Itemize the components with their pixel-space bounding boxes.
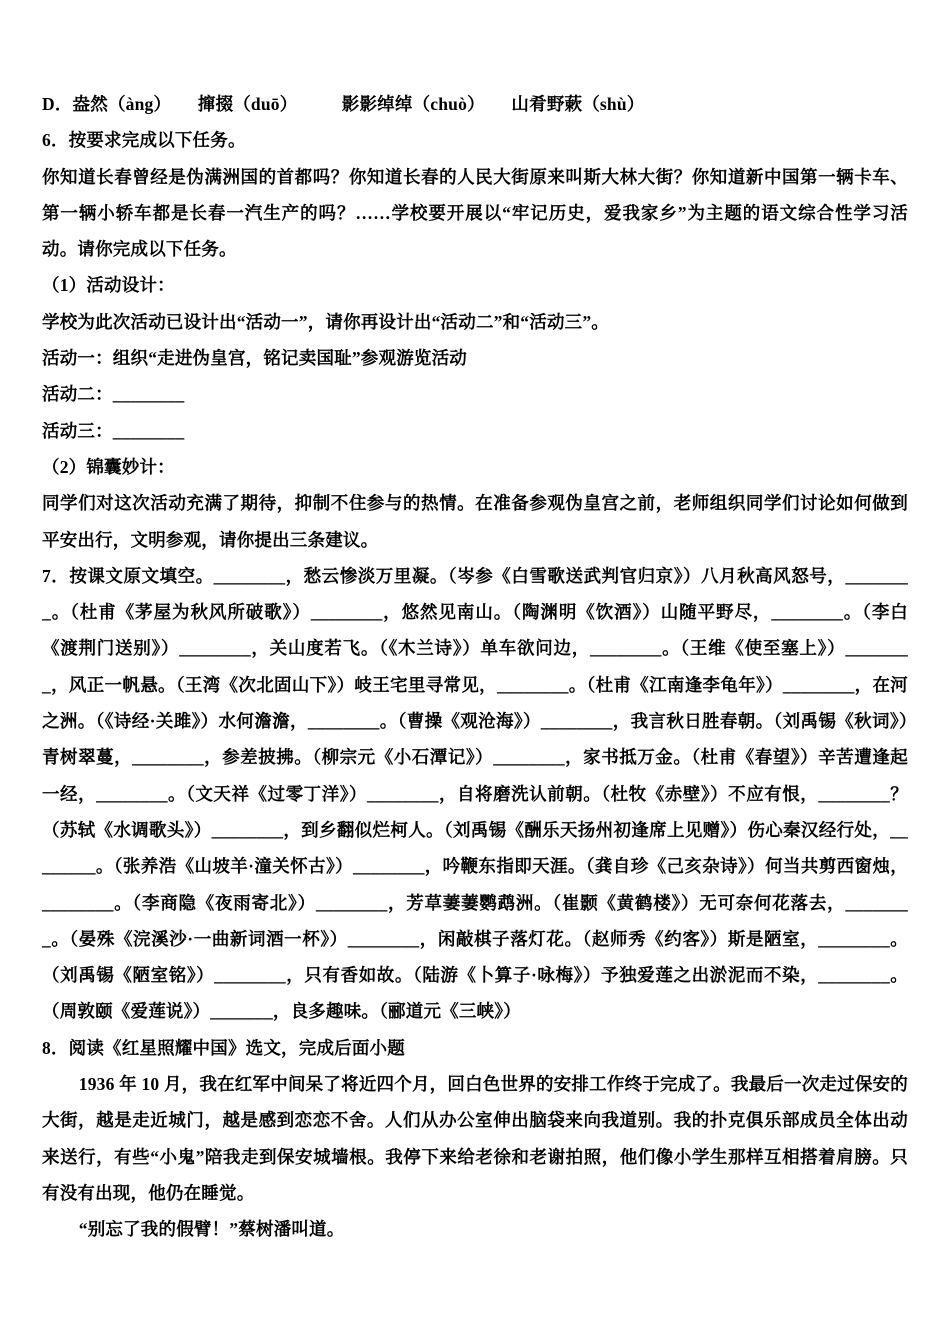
question-6-part1-description: 学校为此次活动已设计出“活动一”，请你再设计出“活动二”和“活动三”。 xyxy=(42,311,609,332)
question-8-excerpt: 1936 年 10 月，我在红军中间呆了将近四个月，回白色世界的安排工作终于完成了。我最后一次走过保安的大街，越是走近城门，越是感到恋恋不舍。人们从办公室伸出脑袋来向我道别。我的扑克俱乐部成员全体出动来送行，有些“小鬼”陪我走到保安城墙根。我停下来给老徐和老谢拍照，他们像小学生那样互相搭着肩膀。只有没有出现，他仍在睡觉。 xyxy=(42,1074,908,1203)
activity-3-blank-line: 活动三：________ xyxy=(42,420,185,441)
question-6-intro: 你知道长春曾经是伪满洲国的首都吗？你知道长春的人民大街原来叫斯大林大街？你知道新中国第一辆卡车、第一辆小轿车都是长春一汽生产的吗？……学校要开展以“牢记历史，爱我家乡”为主题的语文综合性学习活动。请你完成以下任务。 xyxy=(42,166,908,260)
question-7-fill-in-blanks: 7．按课文原文填空。________，愁云惨淡万里凝。（岑参《白雪歌送武判官归京》）八月秋高风怒号，________。（杜甫《茅屋为秋风所破歌》）________，悠然见南山。（陶渊明《饮酒》）山随平野尽，________。（李白《渡荆门送别》）________，关山度若飞。（《木兰诗》）单车欲问边，________。（王维《使至塞上》）________，风正一帆悬。（王湾《次北固山下》）岐王宅里寻常见，________。（杜甫《江南逢李龟年》）________，在河之洲。（《诗经·关雎》）水何澹澹，________。（曹操《观沧海》）________，我言秋日胜春朝。（刘禹锡《秋词》）青树翠蔓，________，参差披拂。（柳宗元《小石潭记》）________，家书抵万金。（杜甫《春望》）辛苦遭逢起一经，________。（文天祥《过零丁洋》）________，自将磨洗认前朝。（杜牧《赤壁》）不应有恨，________？（苏轼《水调歌头》）________，到乡翻似烂柯人。（刘禹锡《酬乐天扬州初逢席上见赠》）伤心秦汉经行处，________。（张养浩《山坡羊·潼关怀古》）________，吟鞭东指即天涯。（龚自珍《己亥杂诗》）何当共剪西窗烛，________。（李商隐《夜雨寄北》）________，芳草萋萋鹦鹉洲。（崔颢《黄鹤楼》）无可奈何花落去，________。（晏殊《浣溪沙·一曲新词酒一杯》）________，闲敲棋子落灯花。（赵师秀《约客》）斯是陋室，________。（刘禹锡《陋室铭》）________，只有香如故。（陆游《卜算子·咏梅》）予独爱莲之出淤泥而不染，________。（周敦颐《爱莲说》）_______，良多趣味。（郦道元《三峡》） xyxy=(42,565,908,1022)
activity-2-blank-line: 活动二：________ xyxy=(42,384,185,405)
activity-1-line: 活动一：组织“走进伪皇宫，铭记卖国耻”参观游览活动 xyxy=(42,348,467,369)
option-d-line: D．盎然（àng） 撺掇（duō） 影影绰绰（chuò） 山肴野蔌（shù） xyxy=(42,94,645,114)
question-6-title: 6．按要求完成以下任务。 xyxy=(42,130,246,151)
question-8-quote: “别忘了我的假臂！”蔡树潘叫道。 xyxy=(78,1219,345,1240)
question-6-part2-description: 同学们对这次活动充满了期待，抑制不住参与的热情。在准备参观伪皇宫之前，老师组织同学们讨论如何做到平安出行，文明参观，请你提出三条建议。 xyxy=(42,493,908,550)
question-6-part1-label: （1）活动设计： xyxy=(42,275,175,296)
question-8-title: 8．阅读《红星照耀中国》选文，完成后面小题 xyxy=(42,1037,405,1058)
question-6-part2-label: （2）锦囊妙计： xyxy=(42,456,175,477)
